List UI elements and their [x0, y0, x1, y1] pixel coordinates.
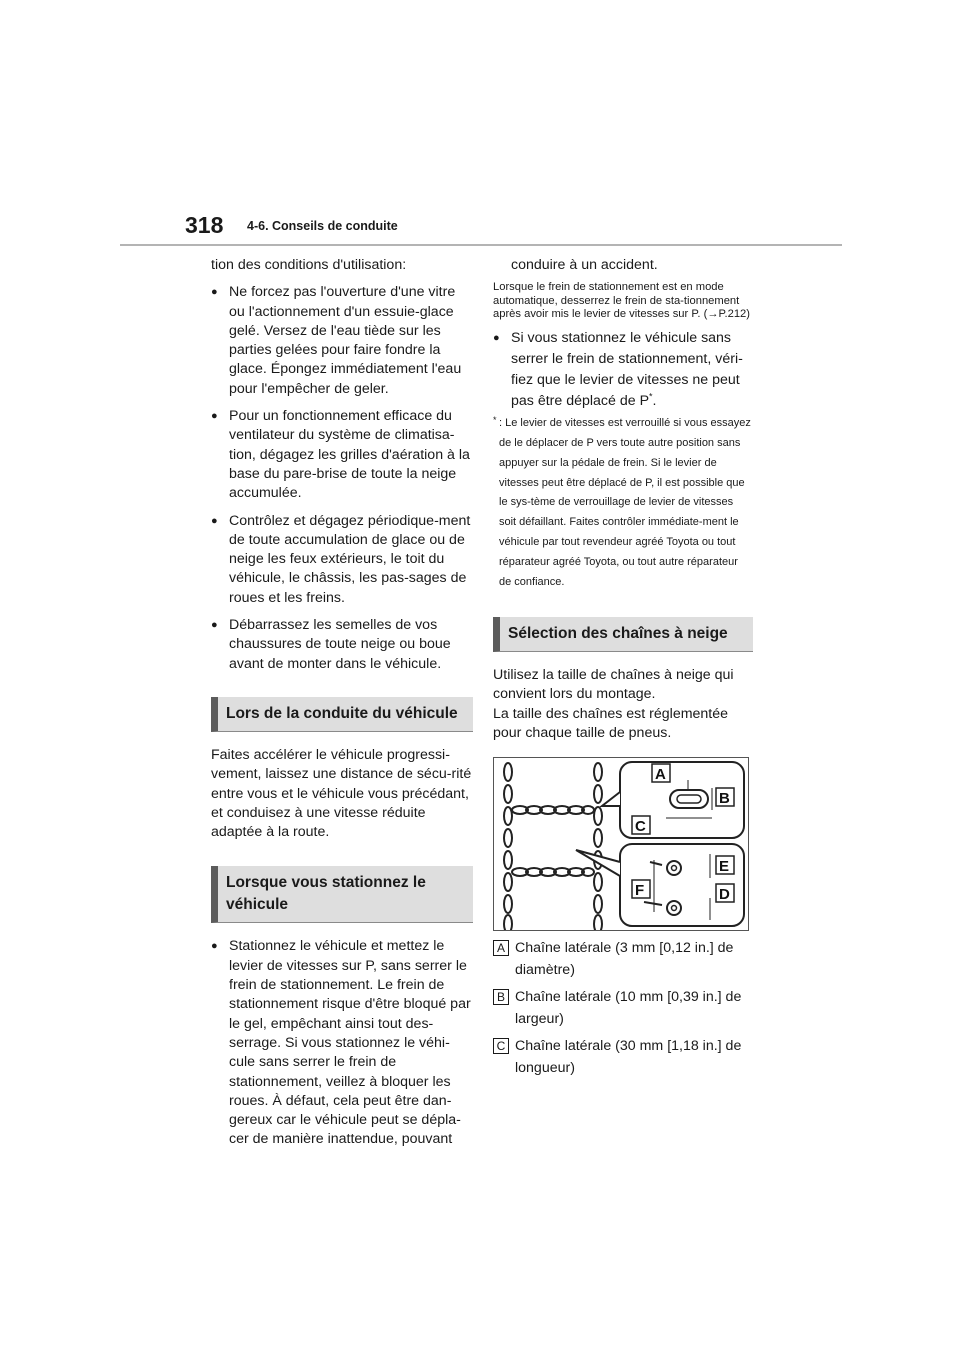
- footnote-text: : Le levier de vitesses est verrouillé si vous essayez de le déplacer de P vers toute autre position sans appuyer sur la pédale de frein. Si le levier de vitesses peut être déplacé de P, il est possible que le sys-tème de verrouillage de levier de vitesses soit défaillant. Faites contrôler immédiate-ment le véhicule par tout revendeur agréé Toyota ou tout réparateur agréé Toyota, ou tout autre réparateur de confiance.: [499, 416, 751, 589]
- page-number: 318: [185, 212, 224, 238]
- snow-chain-figure: [493, 757, 749, 931]
- caption-b: [493, 986, 753, 1030]
- intro-text: tion des conditions d'utilisation:: [211, 257, 407, 273]
- chains-text-1: Utilisez la taille de chaînes à neige qui convient lors du montage.: [493, 666, 734, 703]
- bullet-item: ● Contrôlez et dégagez périodique-ment de toute accumulation de glace ou de neige les feux extérieurs, le toit du véhicule, le châssis, les pas-sages de roues et les freins.: [211, 512, 473, 608]
- driving-text: Faites accélérer le véhicule progressi-vement, laissez une distance de sécu-rité entre vous et le véhicule vous précédant, et conduisez à une vitesse réduite adaptée à la route.: [211, 746, 472, 841]
- heading-parking: Lorsque vous stationnez le véhicule: [211, 866, 473, 923]
- caption-letter: C: [493, 1038, 509, 1054]
- bullet-end: .: [652, 392, 657, 409]
- figure-label-e: E: [719, 858, 730, 876]
- continued-text: conduire à un accident.: [511, 257, 658, 273]
- footnote-marker: *: [649, 391, 653, 402]
- heading-driving: Lors de la conduite du véhicule: [211, 697, 473, 732]
- figure-label-c: C: [635, 818, 646, 836]
- bullet-item: [493, 328, 753, 412]
- right-column: [493, 256, 753, 1079]
- snow-chain-illustration: [494, 758, 748, 930]
- figure-label-d: D: [719, 886, 730, 904]
- caption-text: Chaîne latérale (10 mm [0,39 in.] de largeur): [515, 989, 742, 1028]
- caption-letter: A: [493, 940, 509, 956]
- bullet-item: ● Pour un fonctionnement efficace du ventilateur du système de climatisa-tion, dégagez les grilles d'aération à la base du pare-brise de toute la neige accumulée.: [211, 407, 473, 503]
- bullet-item: ● Ne forcez pas l'ouverture d'une vitre ou l'actionnement d'un essuie-glace gelé. Versez de l'eau tiède sur les parties gelées pour faire fondre la glace. Épongez immédiatement l'eau pour l'empêcher de geler.: [211, 283, 473, 399]
- note-text: Lorsque le frein de stationnement est en mode automatique, desserrez le frein de sta-tionnement après avoir mis le levier de vitesses sur P. (→P.212): [493, 281, 751, 321]
- caption-list: [493, 937, 753, 1079]
- bullet-item: ● Débarrassez les semelles de vos chaussures de toute neige ou boue avant de monter dans le véhicule.: [211, 616, 473, 674]
- parking-bullet: ● Stationnez le véhicule et mettez le levier de vitesses sur P, sans serrer le frein de stationnement. Le frein de stationnement risque d'être bloqué par le gel, empêchant ainsi tout des-serrage. Si vous stationnez le véhi-cule sans serrer le frein de stationnement, veillez à bloquer les roues. À défaut, cela peut être dan-gereux car le véhicule peut se dépla-cer de manière inattendue, pouvant: [211, 937, 473, 1149]
- caption-a: [493, 937, 753, 981]
- bullet-text: Si vous stationnez le véhicule sans serrer le frein de stationnement, véri-fiez que le levier de vitesses ne peut pas être déplacé de P: [511, 329, 743, 409]
- figure-label-b: B: [719, 790, 730, 808]
- figure-label-f: F: [635, 882, 645, 900]
- caption-text: Chaîne latérale (3 mm [0,12 in.] de diamètre): [515, 940, 734, 979]
- left-column: [211, 256, 473, 1150]
- footnote: * : Le levier de vitesses est verrouillé si vous essayez de le déplacer de P vers toute autre position sans appuyer sur la pédale de frein. Si le levier de vitesses peut être déplacé de P, il est possible que le sys-tème de verrouillage de levier de vitesses soit défaillant. Faites contrôler immédiate-ment le véhicule par tout revendeur agréé Toyota ou tout réparateur agréé Toyota, ou tout autre réparateur de confiance.: [493, 414, 753, 593]
- caption-letter: B: [493, 989, 509, 1005]
- chains-text-2: La taille des chaînes est réglementée pour chaque taille de pneus.: [493, 705, 729, 741]
- figure-label-a: A: [655, 766, 666, 784]
- section-title: 4-6. Conseils de conduite: [247, 219, 398, 233]
- caption-c: [493, 1035, 753, 1079]
- caption-text: Chaîne latérale (30 mm [1,18 in.] de longueur): [515, 1038, 742, 1077]
- header-divider: [120, 244, 842, 246]
- heading-chains: Sélection des chaînes à neige: [493, 617, 753, 652]
